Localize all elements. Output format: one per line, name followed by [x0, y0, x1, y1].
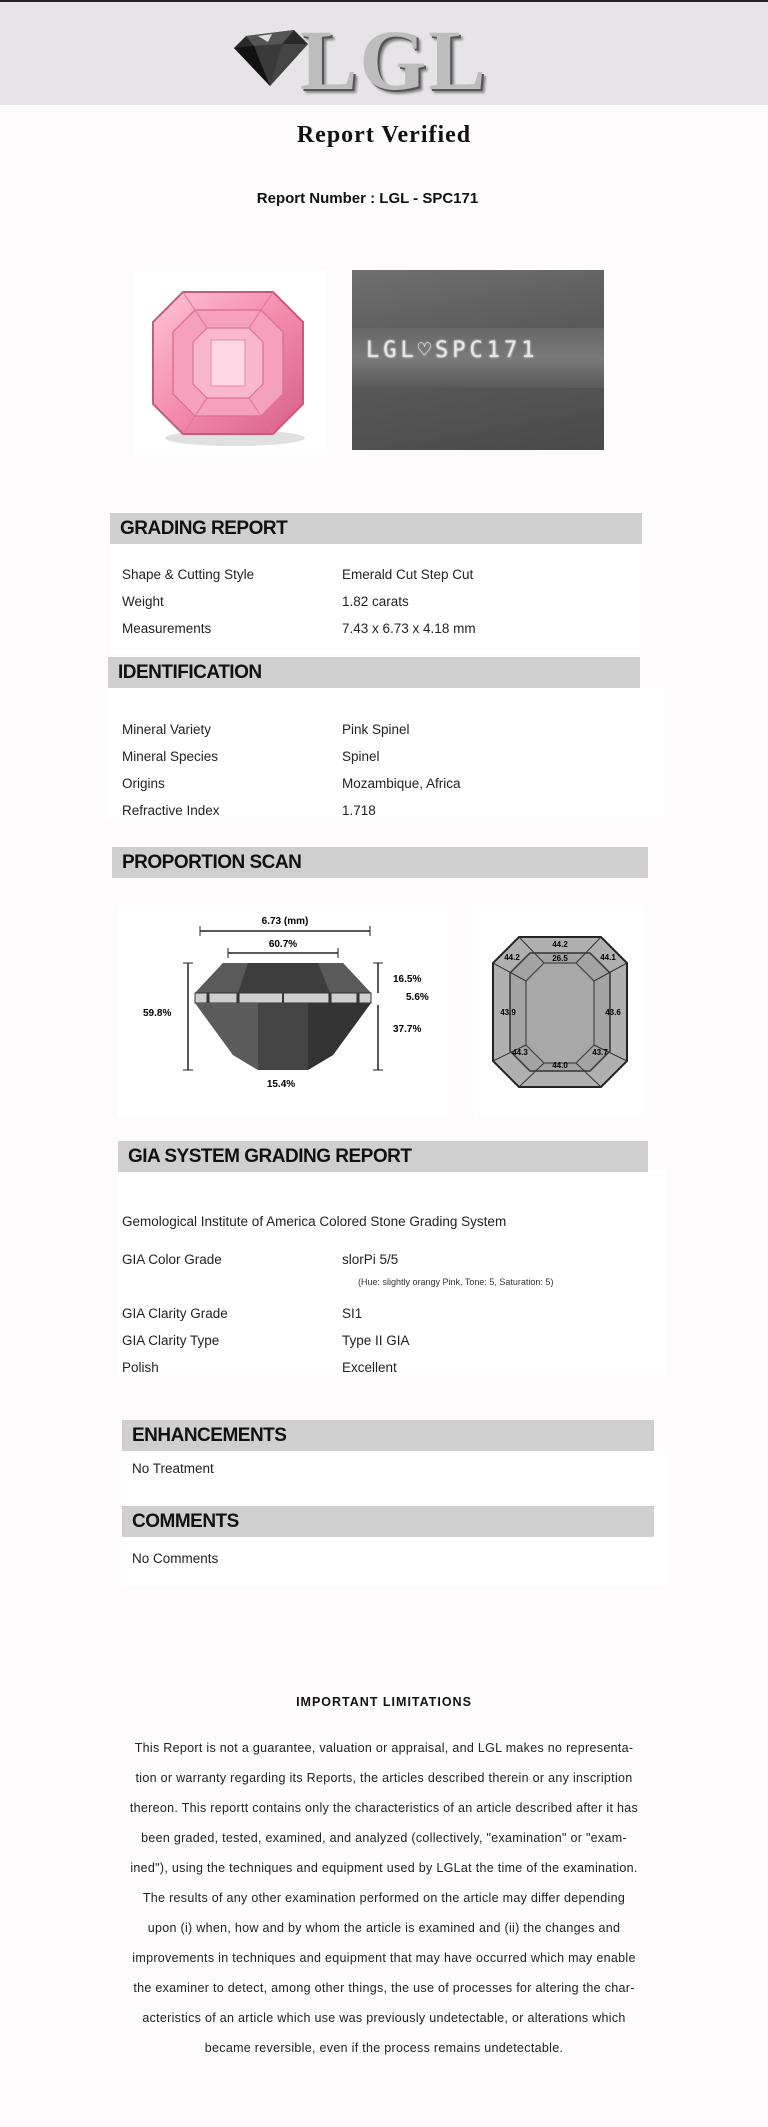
identification-value-1: Pink Spinel [342, 722, 410, 737]
limitations-line: been graded, tested, examined, and analyzed (collectively, "examination" or "exam- [141, 1831, 627, 1845]
grading-value-3: 7.43 x 6.73 x 4.18 mm [342, 621, 476, 636]
comments-heading: COMMENTS [122, 1506, 654, 1537]
grading-label-2: Weight [122, 594, 164, 609]
identification-heading: IDENTIFICATION [108, 657, 640, 688]
facet-top: 44.2 [552, 940, 568, 949]
limitations-line: This Report is not a guarantee, valuation or appraisal, and LGL makes no representa- [134, 1741, 634, 1755]
report-number: Report Number : LGL - SPC171 [256, 190, 479, 207]
limitations-line: The results of any other examination performed on the article may differ depending [142, 1891, 626, 1905]
limitations-line: acteristics of an article which use was previously undetectable, or alterations which [142, 2011, 626, 2025]
limitations-heading: IMPORTANT LIMITATIONS [296, 1695, 472, 1709]
logo-text: LGL [300, 12, 488, 108]
table-percent-label: 60.7% [268, 939, 298, 950]
facet-left: 43.9 [500, 1008, 516, 1017]
identification-value-2: Spinel [342, 749, 380, 764]
header-banner [0, 0, 768, 108]
crown-height-label: 16.5% [393, 974, 422, 985]
culet-label: 15.4% [266, 1079, 296, 1090]
top-view-diagram [474, 905, 644, 1117]
enhancements-value: No Treatment [132, 1461, 214, 1476]
limitations-line: tion or warranty regarding its Reports, the articles described therein or any inscription [135, 1771, 633, 1785]
facet-bottom: 44.0 [552, 1061, 568, 1070]
gia-label-1: GIA Color Grade [122, 1252, 222, 1267]
enhancements-heading: ENHANCEMENTS [122, 1420, 654, 1451]
facet-right: 43.6 [605, 1008, 621, 1017]
facet-bottom-left: 44.3 [512, 1048, 528, 1057]
identification-value-4: 1.718 [342, 803, 376, 818]
gia-intro: Gemological Institute of America Colored Stone Grading System [122, 1214, 507, 1229]
gia-value-4: Excellent [342, 1360, 397, 1375]
gia-value-2: SI1 [342, 1306, 363, 1321]
grading-report-heading: GRADING REPORT [110, 513, 642, 544]
lgl-logo[interactable] [232, 12, 492, 108]
facet-top-left: 44.2 [504, 953, 520, 962]
top-view-svg [474, 905, 644, 1117]
limitations-line: upon (i) when, how and by whom the article is examined and (ii) the changes and [147, 1921, 621, 1935]
width-label: 6.73 (mm) [261, 916, 309, 927]
grading-label-1: Shape & Cutting Style [122, 567, 255, 582]
girdle-label: 5.6% [406, 992, 429, 1003]
limitations-line: became reversible, even if the process remains undetectable. [204, 2041, 564, 2055]
side-profile-svg [118, 905, 448, 1117]
gia-label-2: GIA Clarity Grade [122, 1306, 228, 1321]
identification-label-4: Refractive Index [122, 803, 220, 818]
identification-label-3: Origins [122, 776, 165, 791]
total-depth-label: 59.8% [143, 1008, 172, 1019]
identification-label-2: Mineral Species [122, 749, 219, 764]
limitations-line: the examiner to detect, among other things, the use of processes for altering the char- [133, 1981, 635, 1995]
grading-value-2: 1.82 carats [342, 594, 409, 609]
identification-value-3: Mozambique, Africa [342, 776, 461, 791]
side-profile-diagram [118, 905, 448, 1117]
pavilion-depth-label: 37.7% [393, 1024, 422, 1035]
emerald-cut-gem-image [135, 270, 325, 455]
gia-heading: GIA SYSTEM GRADING REPORT [118, 1141, 648, 1172]
identification-label-1: Mineral Variety [122, 722, 212, 737]
proportion-scan-heading: PROPORTION SCAN [112, 847, 648, 878]
limitations-body [118, 1733, 650, 2063]
facet-top-right: 44.1 [600, 953, 616, 962]
page-title: Report Verified [296, 122, 472, 148]
gia-color-note: (Hue: slightly orangy Pink, Tone: 5, Saturation: 5) [358, 1277, 554, 1287]
comments-value: No Comments [132, 1551, 219, 1566]
gia-value-1: slorPi 5/5 [342, 1252, 399, 1267]
grading-value-1: Emerald Cut Step Cut [342, 567, 474, 582]
limitations-line: improvements in techniques and equipment that may have occurred which may enable [132, 1951, 636, 1965]
limitations-line: thereon. This reportt contains only the characteristics of an article described after it has [129, 1801, 639, 1815]
gia-label-4: Polish [122, 1360, 159, 1375]
gia-label-3: GIA Clarity Type [122, 1333, 220, 1348]
laser-inscription-photo [352, 270, 604, 450]
gem-photo [135, 270, 325, 455]
inscription-text: LGL♡SPC171 [366, 338, 539, 363]
facet-inner-top: 26.5 [552, 954, 568, 963]
gia-value-3: Type II GIA [342, 1333, 410, 1348]
limitations-line: ined"), using the techniques and equipment used by LGLat the time of the examination. [130, 1861, 638, 1875]
facet-bottom-right: 43.7 [592, 1048, 608, 1057]
grading-label-3: Measurements [122, 621, 212, 636]
